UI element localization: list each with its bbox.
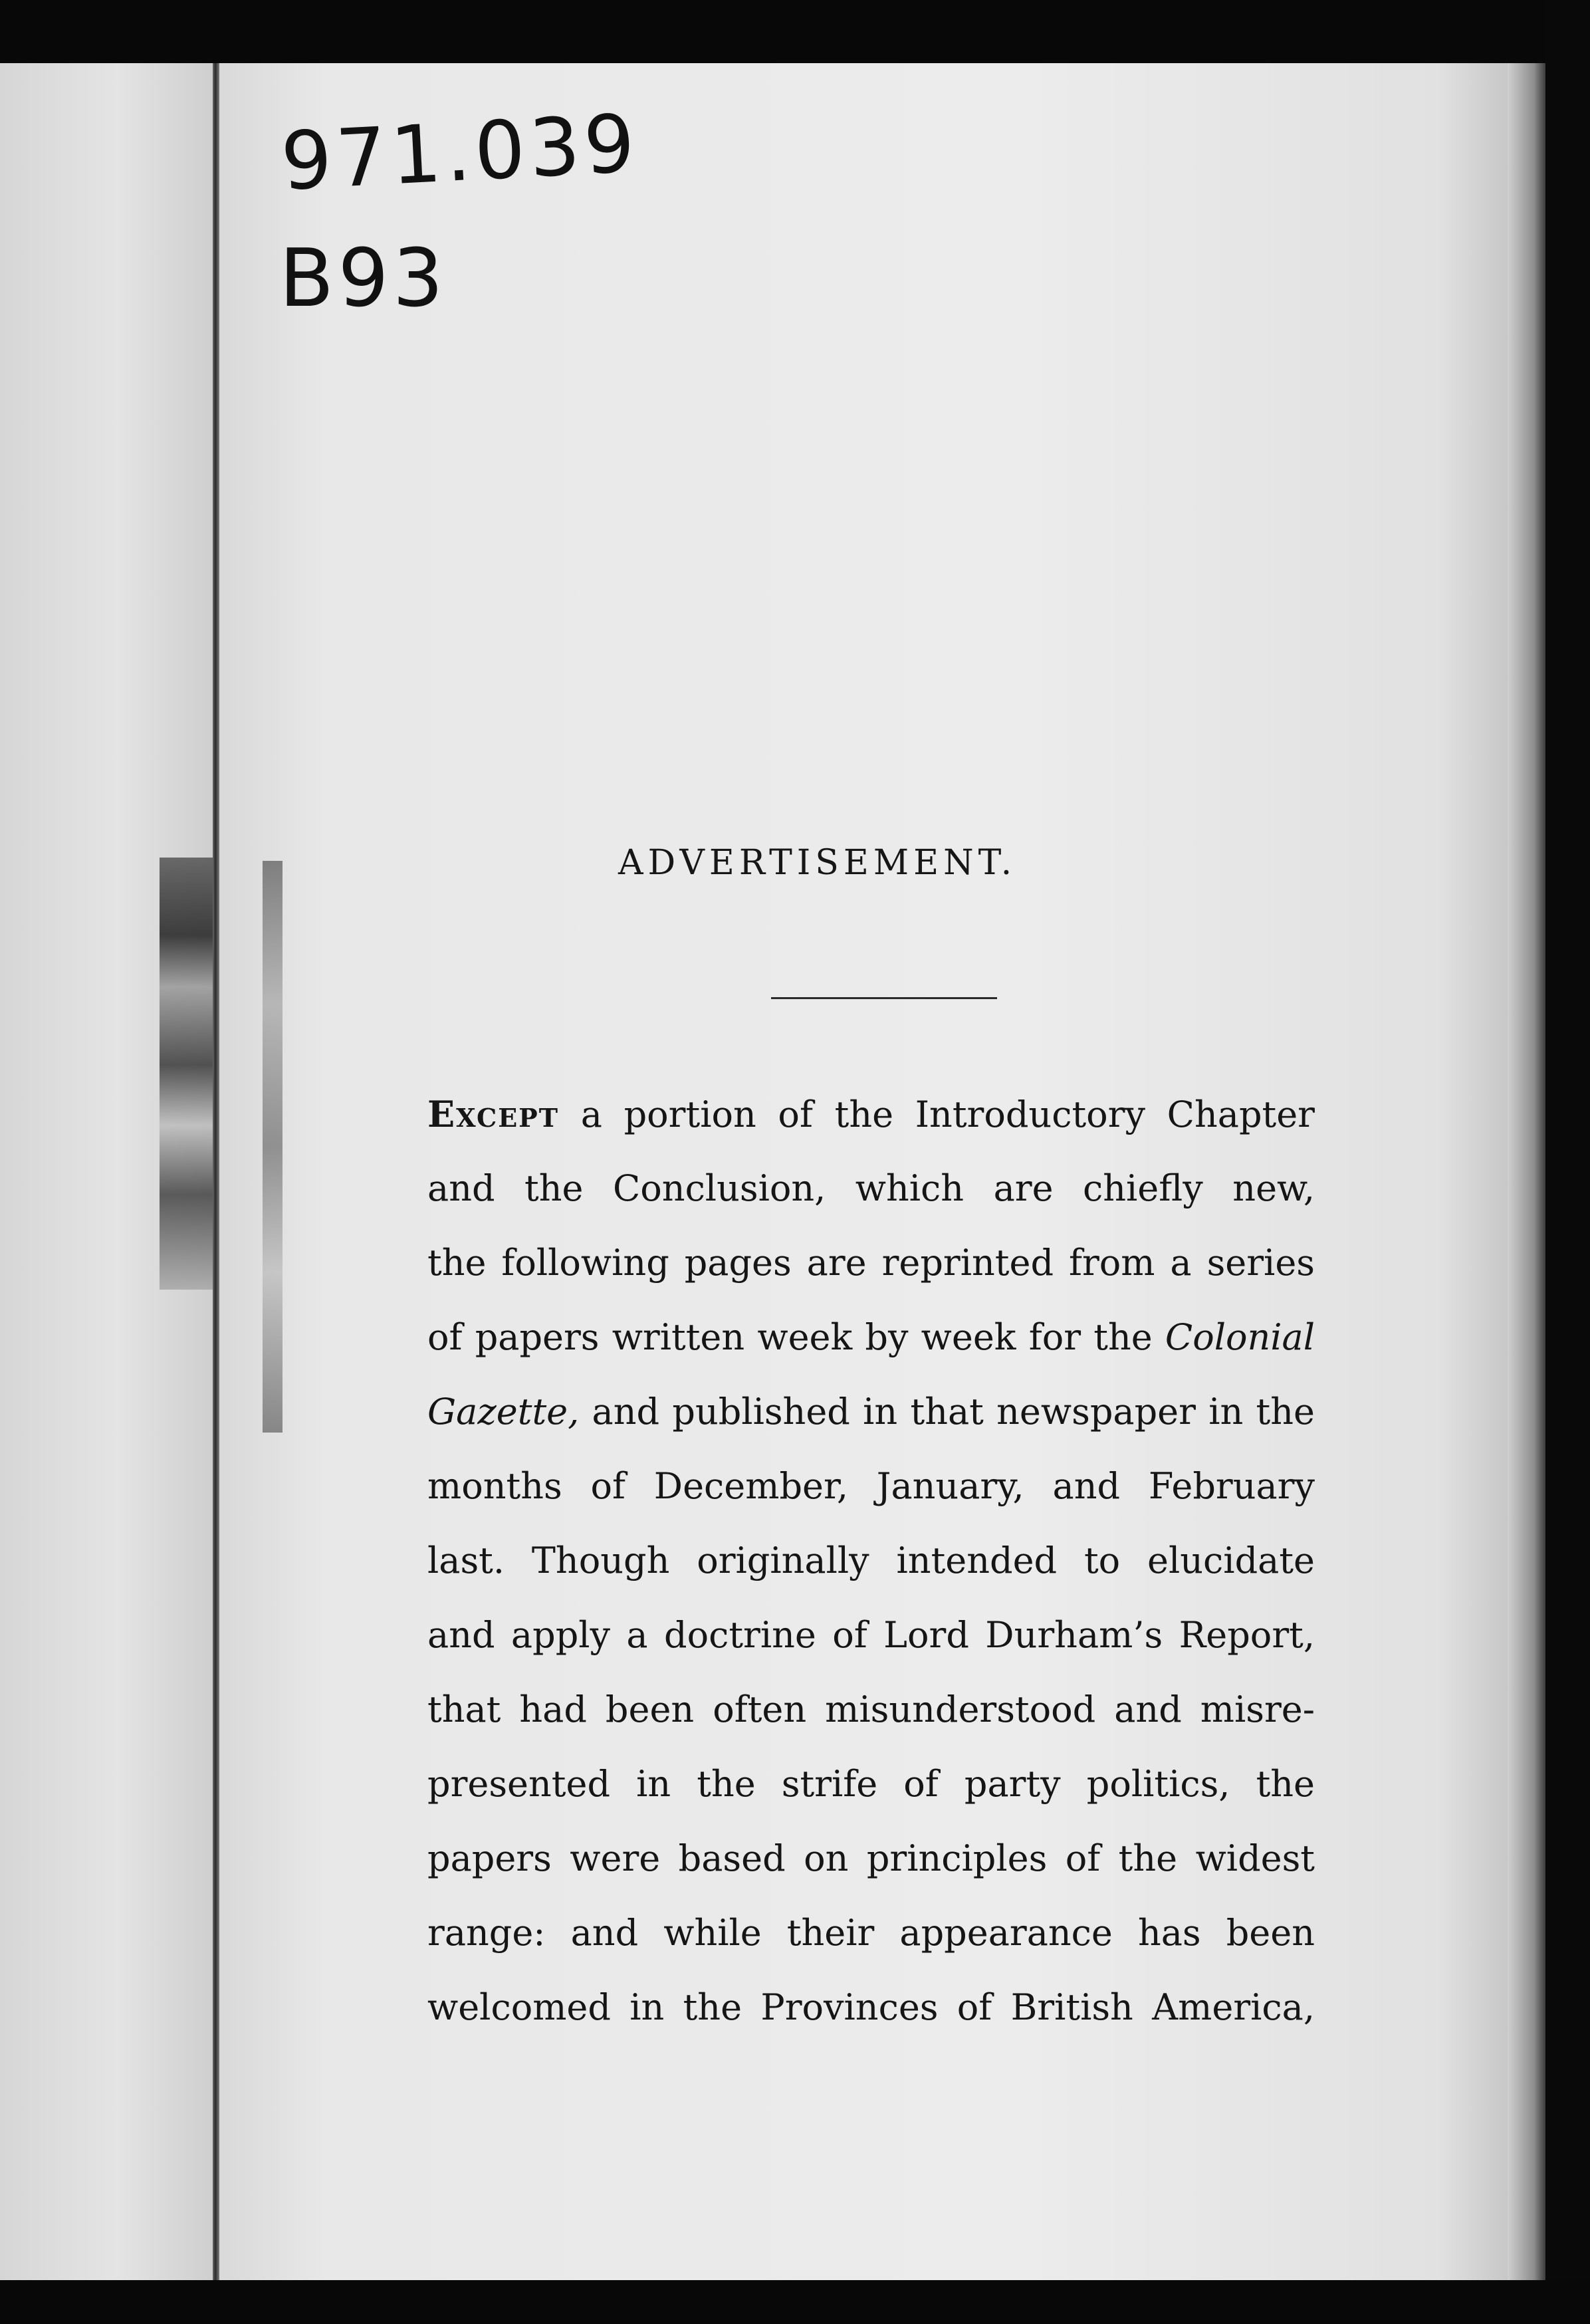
- heading-rule: [771, 997, 997, 999]
- text-line-7: last. Though originally intended to elucidate: [427, 1540, 1315, 1581]
- binding-tear: [263, 861, 283, 1433]
- text-line-9: that had been often misunderstood and misre-: [427, 1688, 1315, 1730]
- text-line-6: months of December, January, and February: [427, 1465, 1315, 1507]
- advertisement-body: [427, 1077, 1315, 2045]
- binding-damage: [160, 858, 213, 1290]
- page-heading: ADVERTISEMENT.: [618, 843, 1017, 883]
- text-line-3: the following pages are reprinted from a series: [427, 1242, 1315, 1284]
- scan-border-right: [1545, 0, 1590, 2324]
- lead-word: Except: [427, 1093, 560, 1135]
- text-line-1: [427, 1077, 1315, 1151]
- text-line-4: [427, 1300, 1315, 1375]
- text-line-13: welcomed in the Provinces of British America,: [427, 1986, 1315, 2028]
- book-gutter: [213, 63, 219, 2283]
- text-line-2: and the Conclusion, which are chiefly new,: [427, 1167, 1315, 1209]
- text-line-12: range: and while their appearance has been: [427, 1912, 1315, 1954]
- line-text: a portion of the Introductory Chapter: [559, 1094, 1315, 1135]
- line-text: of papers written week by week for the: [427, 1316, 1165, 1358]
- scan-border-top: [0, 0, 1590, 63]
- page-edge-shadow: [1508, 63, 1545, 2283]
- text-line-11: papers were based on principles of the widest: [427, 1837, 1315, 1879]
- scan-border-bottom: [0, 2280, 1590, 2324]
- text-line-8: and apply a doctrine of Lord Durham’s Report,: [427, 1614, 1315, 1656]
- call-number-cutter: B93: [279, 233, 448, 325]
- call-number-class: 971.039: [279, 97, 641, 209]
- italic-title: Colonial: [1165, 1316, 1315, 1358]
- italic-title: Gazette,: [427, 1391, 580, 1433]
- text-line-5: [427, 1375, 1315, 1449]
- text-line-10: presented in the strife of party politics, the: [427, 1763, 1315, 1805]
- line-text: and published in that newspaper in the: [579, 1391, 1315, 1433]
